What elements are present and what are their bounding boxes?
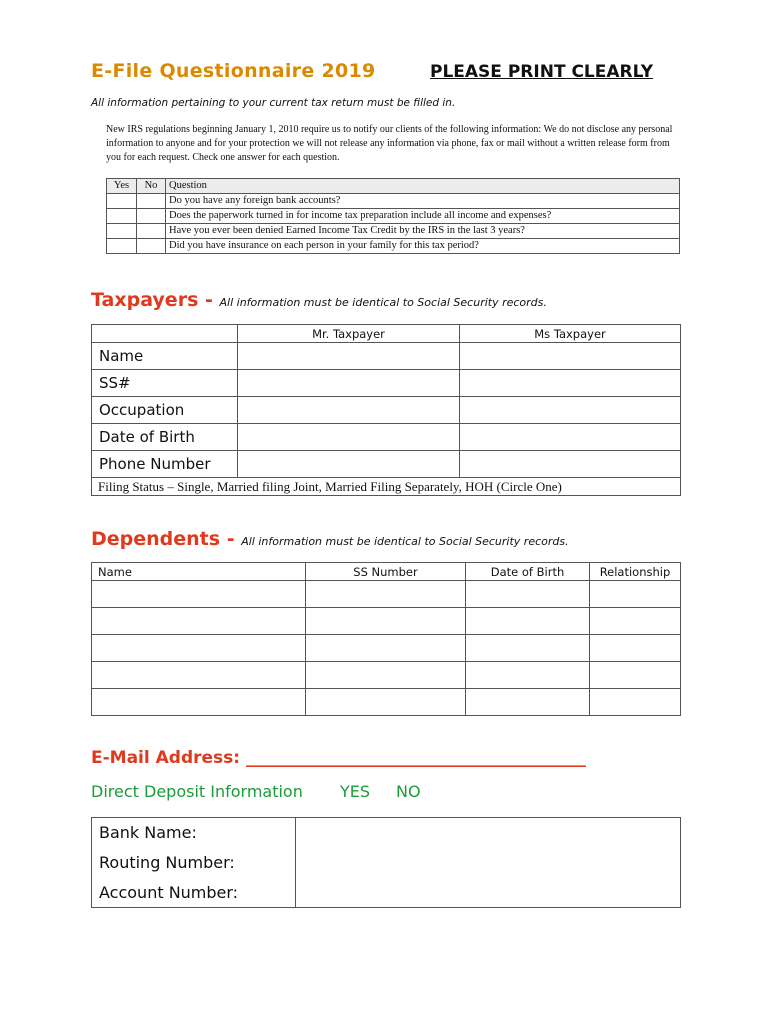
dep-name-field[interactable] [92, 689, 306, 716]
dependents-table [91, 562, 681, 716]
question-row [107, 224, 680, 239]
bank-info-table [91, 817, 681, 908]
instructions-note: All information pertaining to your current tax return must be filled in. [91, 97, 456, 109]
bank-name-row [92, 818, 681, 848]
row-label: Occupation [92, 397, 238, 424]
mr-occupation-field[interactable] [238, 397, 460, 424]
dependent-row [92, 635, 681, 662]
dep-relationship-field[interactable] [590, 581, 681, 608]
row-label: Date of Birth [92, 424, 238, 451]
ms-name-field[interactable] [460, 343, 681, 370]
dep-relationship-field[interactable] [590, 662, 681, 689]
row-label: Phone Number [92, 451, 238, 478]
questions-table [106, 178, 680, 254]
ms-ssn-field[interactable] [460, 370, 681, 397]
account-number-row [92, 878, 681, 908]
dep-relationship-field[interactable] [590, 689, 681, 716]
dep-dob-field[interactable] [466, 581, 590, 608]
form-title: E-File Questionnaire 2019 [91, 60, 376, 82]
routing-number-label: Routing Number: [92, 848, 296, 878]
dep-ssn-header: SS Number [306, 563, 466, 581]
bank-name-label: Bank Name: [92, 818, 296, 848]
yes-column-header: Yes [107, 179, 137, 194]
no-checkbox[interactable] [137, 224, 166, 239]
question-text: Do you have any foreign bank accounts? [166, 194, 680, 209]
dep-name-field[interactable] [92, 635, 306, 662]
mr-ssn-field[interactable] [238, 370, 460, 397]
question-text: Have you ever been denied Earned Income Tax Credit by the IRS in the last 3 years? [166, 224, 680, 239]
dep-dob-field[interactable] [466, 662, 590, 689]
dep-ssn-field[interactable] [306, 608, 466, 635]
routing-number-field[interactable] [296, 848, 681, 878]
account-number-label: Account Number: [92, 878, 296, 908]
bank-name-field[interactable] [296, 818, 681, 848]
no-checkbox[interactable] [137, 209, 166, 224]
label-column-header [92, 325, 238, 343]
dep-name-field[interactable] [92, 608, 306, 635]
dependents-heading [91, 528, 569, 550]
question-row [107, 239, 680, 254]
yes-checkbox[interactable] [107, 224, 137, 239]
mr-taxpayer-header: Mr. Taxpayer [238, 325, 460, 343]
dependents-header-row [92, 563, 681, 581]
question-row [107, 209, 680, 224]
taxpayers-heading [91, 289, 547, 311]
dependent-row [92, 689, 681, 716]
dep-relationship-field[interactable] [590, 608, 681, 635]
no-checkbox[interactable] [137, 239, 166, 254]
dependents-subtitle: All information must be identical to Social Security records. [241, 535, 569, 548]
direct-deposit-no-option[interactable]: NO [396, 782, 421, 801]
taxpayer-row-dob [92, 424, 681, 451]
dep-relationship-header: Relationship [590, 563, 681, 581]
email-address-field[interactable]: E-Mail Address: ________________________________________ [91, 748, 586, 768]
irs-notice: New IRS regulations beginning January 1, 2010 require us to notify our clients of the following information: We do not disclose any personal information to anyone and for your protection we will not release any information via phone, fax or mail without a written release form from you for each request. Check one answer for each question. [106, 124, 673, 163]
question-text: Did you have insurance on each person in your family for this tax period? [166, 239, 680, 254]
row-label: SS# [92, 370, 238, 397]
dependents-title: Dependents - [91, 528, 242, 550]
no-checkbox[interactable] [137, 194, 166, 209]
dep-ssn-field[interactable] [306, 689, 466, 716]
account-number-field[interactable] [296, 878, 681, 908]
dep-ssn-field[interactable] [306, 635, 466, 662]
questions-header-row [107, 179, 680, 194]
dependent-row [92, 662, 681, 689]
dep-ssn-field[interactable] [306, 581, 466, 608]
dep-ssn-field[interactable] [306, 662, 466, 689]
ms-taxpayer-header: Ms Taxpayer [460, 325, 681, 343]
dep-dob-field[interactable] [466, 635, 590, 662]
dep-dob-header: Date of Birth [466, 563, 590, 581]
filing-status-text[interactable]: Filing Status – Single, Married filing Joint, Married Filing Separately, HOH (Circle One) [92, 478, 681, 496]
question-text: Does the paperwork turned in for income tax preparation include all income and expenses? [166, 209, 680, 224]
taxpayers-subtitle: All information must be identical to Social Security records. [219, 296, 547, 309]
dep-name-header: Name [92, 563, 306, 581]
ms-dob-field[interactable] [460, 424, 681, 451]
dep-dob-field[interactable] [466, 608, 590, 635]
dependent-row [92, 581, 681, 608]
direct-deposit-yes-option[interactable]: YES [340, 782, 371, 801]
taxpayers-table [91, 324, 681, 496]
filing-status-row [92, 478, 681, 496]
taxpayer-row-occupation [92, 397, 681, 424]
dep-dob-field[interactable] [466, 689, 590, 716]
routing-number-row [92, 848, 681, 878]
mr-phone-field[interactable] [238, 451, 460, 478]
dep-name-field[interactable] [92, 662, 306, 689]
yes-checkbox[interactable] [107, 239, 137, 254]
ms-occupation-field[interactable] [460, 397, 681, 424]
dependent-row [92, 608, 681, 635]
yes-checkbox[interactable] [107, 209, 137, 224]
mr-name-field[interactable] [238, 343, 460, 370]
question-row [107, 194, 680, 209]
mr-dob-field[interactable] [238, 424, 460, 451]
taxpayers-header-row [92, 325, 681, 343]
print-clearly-notice: PLEASE PRINT CLEARLY [430, 62, 654, 82]
no-column-header: No [137, 179, 166, 194]
dep-relationship-field[interactable] [590, 635, 681, 662]
dep-name-field[interactable] [92, 581, 306, 608]
taxpayer-row-name [92, 343, 681, 370]
ms-phone-field[interactable] [460, 451, 681, 478]
taxpayer-row-phone [92, 451, 681, 478]
question-column-header: Question [166, 179, 680, 194]
taxpayers-title: Taxpayers - [91, 289, 220, 311]
direct-deposit-label: Direct Deposit Information [91, 782, 303, 801]
yes-checkbox[interactable] [107, 194, 137, 209]
taxpayer-row-ssn [92, 370, 681, 397]
row-label: Name [92, 343, 238, 370]
